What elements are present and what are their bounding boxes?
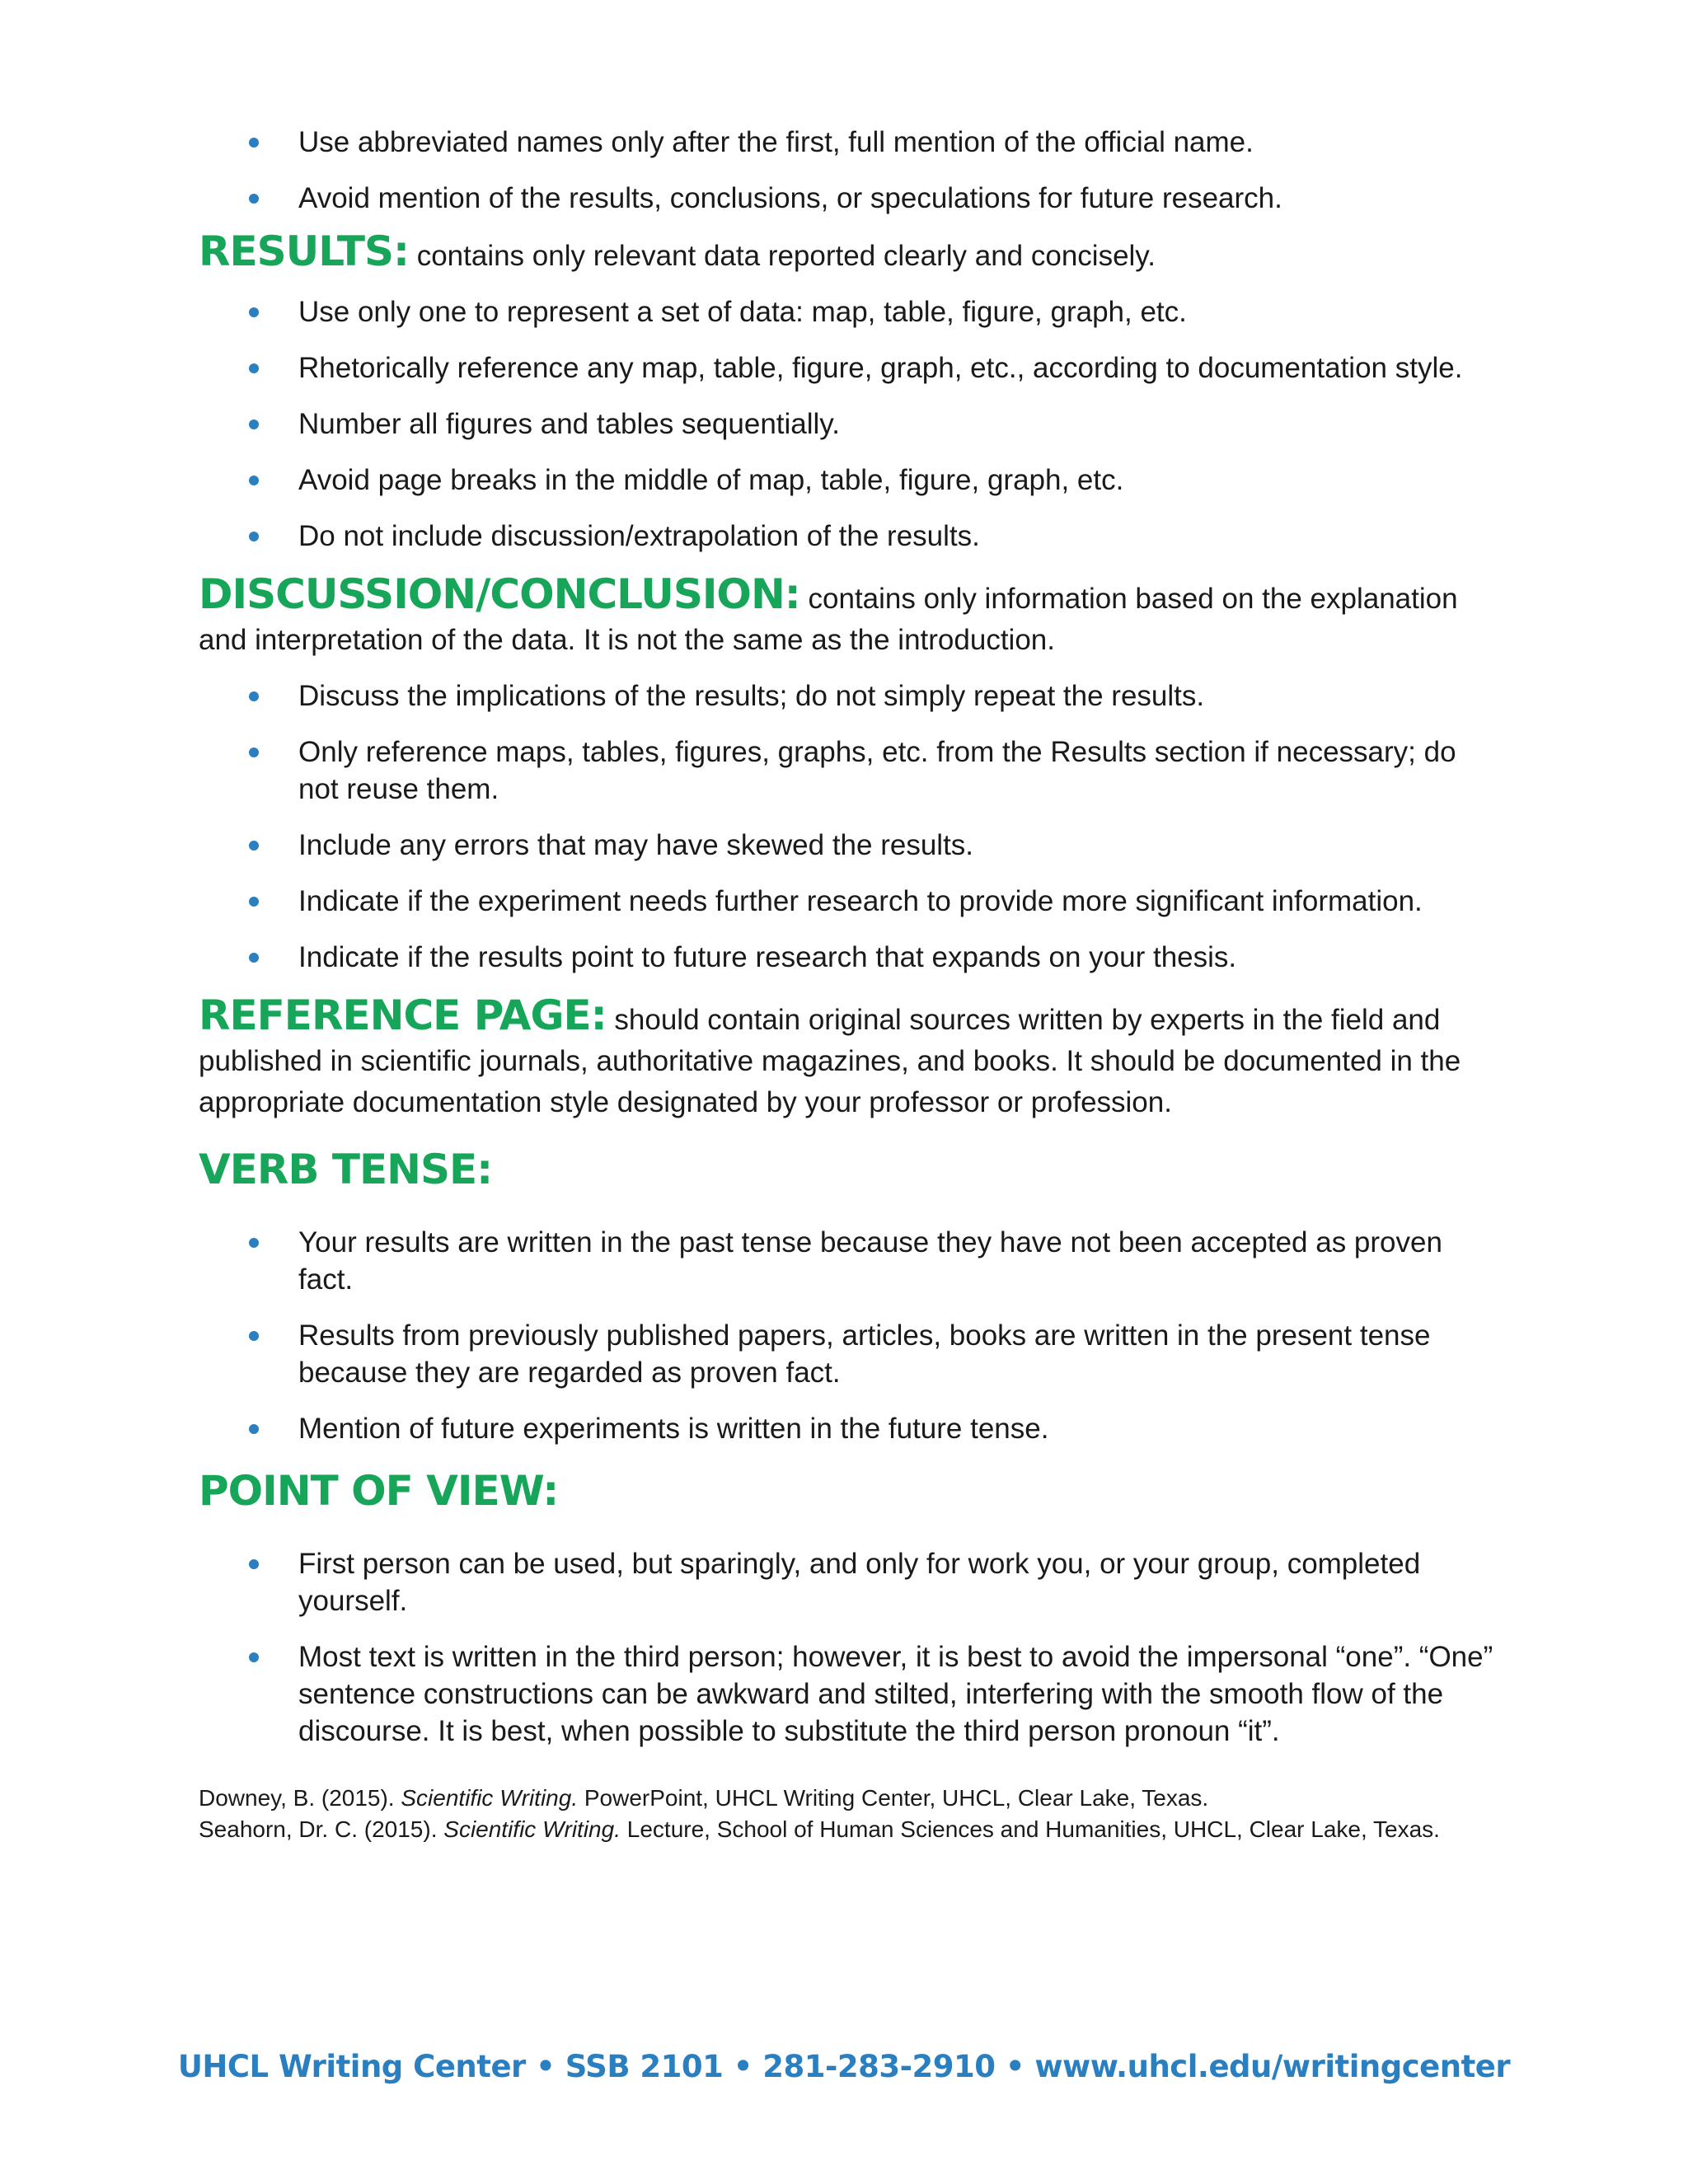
point-of-view-bullet-list (199, 1545, 1501, 1750)
bullet-icon (249, 194, 259, 204)
list-item: Indicate if the experiment needs further research to provide more significant information. (199, 883, 1501, 920)
bullet-icon (249, 532, 259, 541)
verb-tense-bullet-list (199, 1224, 1501, 1447)
bullet-icon (249, 953, 259, 963)
reference-page-section (199, 991, 1501, 1123)
bullet-icon (249, 1559, 259, 1569)
list-item: Indicate if the results point to future research that expands on your thesis. (199, 939, 1501, 976)
bullet-icon (249, 1238, 259, 1248)
reference-entry: Seahorn, Dr. C. (2015). Scientific Writing. Lecture, School of Human Sciences and Humanities, UHCL, Clear Lake, Texas. (199, 1816, 1440, 1842)
list-item: Most text is written in the third person; however, it is best to avoid the impersonal “one”. “One” sentence constructions can be awkward and stilted, interfering with the smooth flow of the discourse. It is best, when possible to substitute the third person pronoun “it”. (199, 1638, 1501, 1750)
references (199, 1783, 1501, 1845)
list-item: Rhetorically reference any map, table, figure, graph, etc., according to documentation style. (199, 349, 1501, 387)
list-item: Include any errors that may have skewed the results. (199, 827, 1501, 864)
list-item: Results from previously published papers, articles, books are written in the present tense because they are regarded as proven fact. (199, 1317, 1501, 1391)
bullet-icon (249, 1424, 259, 1434)
list-item: Use abbreviated names only after the first, full mention of the official name. (199, 124, 1501, 161)
reference-entry: Downey, B. (2015). Scientific Writing. PowerPoint, UHCL Writing Center, UHCL, Clear Lake, Texas. (199, 1785, 1209, 1811)
point-of-view-heading: POINT OF VIEW: (199, 1467, 559, 1515)
reference-title: Scientific Writing. (443, 1816, 621, 1842)
bullet-icon (249, 1652, 259, 1662)
list-item: Avoid page breaks in the middle of map, table, figure, graph, etc. (199, 462, 1501, 499)
discussion-bullet-list (199, 677, 1501, 976)
reference-page-description: should contain original sources written by experts in the field and published in scientific journals, authoritative magazines, and books. It should be documented in the appropriate documentation style designated by your professor or profession. (199, 1004, 1461, 1118)
list-item: Avoid mention of the results, conclusions, or speculations for future research. (199, 180, 1501, 217)
discussion-description: contains only information based on the explanation and interpretation of the data. It is not the same as the introduction. (199, 583, 1458, 656)
footer-contact: UHCL Writing Center • SSB 2101 • 281-283-2910 • www.uhcl.edu/writingcenter (177, 2049, 1511, 2084)
verb-tense-heading: VERB TENSE: (199, 1146, 493, 1193)
bullet-icon (249, 476, 259, 485)
bullet-icon (249, 419, 259, 429)
intro-bullet-list (199, 0, 1501, 217)
discussion-section (199, 570, 1501, 661)
list-item: Your results are written in the past tense because they have not been accepted as proven fact. (199, 1224, 1501, 1298)
bullet-icon (249, 1331, 259, 1341)
results-heading: RESULTS: (199, 227, 409, 275)
bullet-icon (249, 138, 259, 148)
list-item: Only reference maps, tables, figures, graphs, etc. from the Results section if necessary; do not reuse them. (199, 733, 1501, 808)
results-section (199, 227, 1501, 277)
bullet-icon (249, 841, 259, 851)
bullet-icon (249, 748, 259, 757)
document-page (199, 0, 1501, 1845)
discussion-heading: DISCUSSION/CONCLUSION: (199, 570, 800, 618)
results-bullet-list (199, 293, 1501, 555)
list-item: Mention of future experiments is written in the future tense. (199, 1410, 1501, 1447)
list-item: Number all figures and tables sequentially. (199, 405, 1501, 443)
list-item: Use only one to represent a set of data: map, table, figure, graph, etc. (199, 293, 1501, 330)
reference-page-heading: REFERENCE PAGE: (199, 991, 607, 1039)
bullet-icon (249, 691, 259, 701)
list-item: First person can be used, but sparingly, and only for work you, or your group, completed yourself. (199, 1545, 1501, 1619)
reference-title: Scientific Writing. (401, 1785, 579, 1811)
results-description: contains only relevant data reported clearly and concisely. (408, 240, 1156, 272)
list-item: Do not include discussion/extrapolation of the results. (199, 518, 1501, 555)
list-item: Discuss the implications of the results; do not simply repeat the results. (199, 677, 1501, 715)
bullet-icon (249, 897, 259, 907)
bullet-icon (249, 307, 259, 317)
bullet-icon (249, 363, 259, 373)
